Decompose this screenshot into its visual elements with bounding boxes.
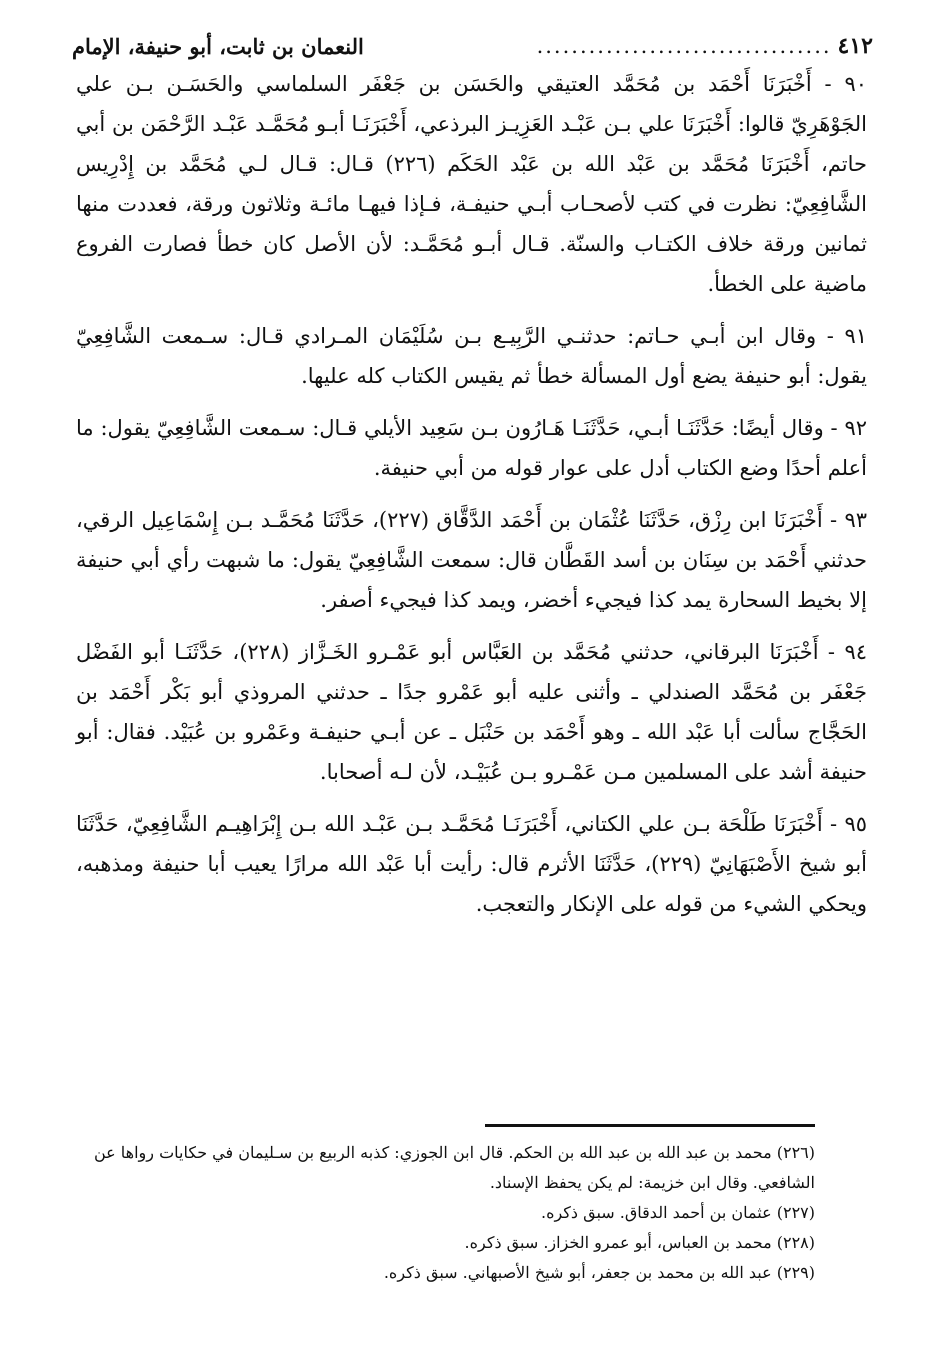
paragraph-94: ٩٤ - أَخْبَرَنَا البرقاني، حدثني مُحَمَّد بن العَبَّاس أبو عَمْـرو الخَـزَّاز (٢٢٨)، حَدَّثَنَـا أبو الفَضْل جَعْفَر بن مُحَمَّد الصندلي ـ وأثنى عليه أبو عَمْرو جدًا ـ حدثني المروذي أبو بَكْر أَحْمَد بن الحَجَّاج سألت أبا عَبْد الله ـ وهو أَحْمَد بن حَنْبَل ـ عن أبـي حنيفـة وعَمْرو بن عُبَيْد. فقال: أبو حنيفة أشد على المسلمين مـن عَمْـرو بـن عُبَيْـد، لأن لـه أصحابا. [76,640,867,784]
paragraph-91: ٩١ - وقال ابن أبـي حـاتم: حدثنـي الرَّبِيـع بـن سُلَيْمَان المـرادي قـال: سـمعت الشَّافِعِيّ يقول: أبو حنيفة يضع أول المسألة خطأ ثم يقيس الكتاب كله عليها. [76,324,867,388]
running-title: النعمان بن ثابت، أبو حنيفة، الإمام [72,33,364,59]
footnote-228: (٢٢٨) محمد بن العباس، أبو عمرو الخزاز. سبق ذكره. [464,1233,815,1252]
main-text [76,64,867,936]
header-leader-dots: .................................. [536,34,832,58]
footnote-divider [485,1124,815,1127]
footnotes [76,1138,815,1288]
footnote-226: (٢٢٦) محمد بن عبد الله بن عبد الله بن الحكم. قال ابن الجوزي: كذبه الربيع بن سـليمان في حكايات رواها عن الشافعي. وقال ابن خزيمة: لم يكن يحفظ الإسناد. [93,1143,815,1192]
page-number: ٤١٢ [837,33,873,59]
paragraph-90: ٩٠ - أَخْبَرَنَا أَحْمَد بن مُحَمَّد العتيقي والحَسَن بن جَعْفَر السلماسي والحَسَـن بـن علي الجَوْهَرِيّ قالوا: أَخْبَرَنَا علي بـن عَبْـد العَزِيـز البرذعي، أَخْبَرَنَـا أبـو مُحَمَّـد عَبْـد الرَّحْمَن بن أبي حاتم، أَخْبَرَنَا مُحَمَّد بن عَبْد الله بن عَبْد الحَكَم (٢٢٦) قـال: قـال لـي مُحَمَّد بن إِدْرِيس الشَّافِعِيّ: نظرت في كتب لأصحـاب أبـي حنيفـة، فـإذا فيهـا مائـة وثلاثون ورقة، فعددت منها ثمانين ورقة خلاف الكتـاب والسنّة. قـال أبـو مُحَمَّـد: لأن الأصل كان خطأ فصارت الفروع ماضية على الخطأ. [76,72,868,296]
paragraph-95: ٩٥ - أَخْبَرَنَا طَلْحَة بـن علي الكتاني، أَخْبَرَنَـا مُحَمَّـد بـن عَبْـد الله بـن إِبْرَاهِيـم الشَّافِعِيّ، حَدَّثَنَا أبو شيخ الأَصْبَهَانِيّ (٢٢٩)، حَدَّثَنَا الأثرم قال: رأيت أبا عَبْد الله مرارًا يعيب أبا حنيفة ومذهبه، ويحكي الشيء من قوله على الإنكار والتعجب. [76,812,867,916]
paragraph-92: ٩٢ - وقال أيضًا: حَدَّثَنَـا أبـي، حَدَّثَنَـا هَـارُون بـن سَعِيد الأيلي قـال: سـمعت الشَّافِعِيّ يقول: ما أعلم أحدًا وضع الكتاب أدل على عوار قوله من أبي حنيفة. [76,416,867,480]
paragraph-93: ٩٣ - أَخْبَرَنَا ابن رِزْق، حَدَّثَنَا عُثْمَان بن أَحْمَد الدَّقَّاق (٢٢٧)، حَدَّثَنَا مُحَمَّـد بـن إِسْمَاعِيل الرقي، حدثني أَحْمَد بن سِنَان بن أسد القَطَّان قال: سمعت الشَّافِعِيّ يقول: ما شبهت رأي أبي حنيفة إلا بخيط السحارة يمد كذا فيجيء أخضر، ويمد كذا فيجيء أصفر. [76,508,867,612]
footnote-229: (٢٢٩) عبد الله بن محمد بن جعفر، أبو شيخ الأصبهاني. سبق ذكره. [383,1263,815,1282]
footnote-227: (٢٢٧) عثمان بن أحمد الدقاق. سبق ذكره. [540,1203,815,1222]
running-header [72,30,873,62]
